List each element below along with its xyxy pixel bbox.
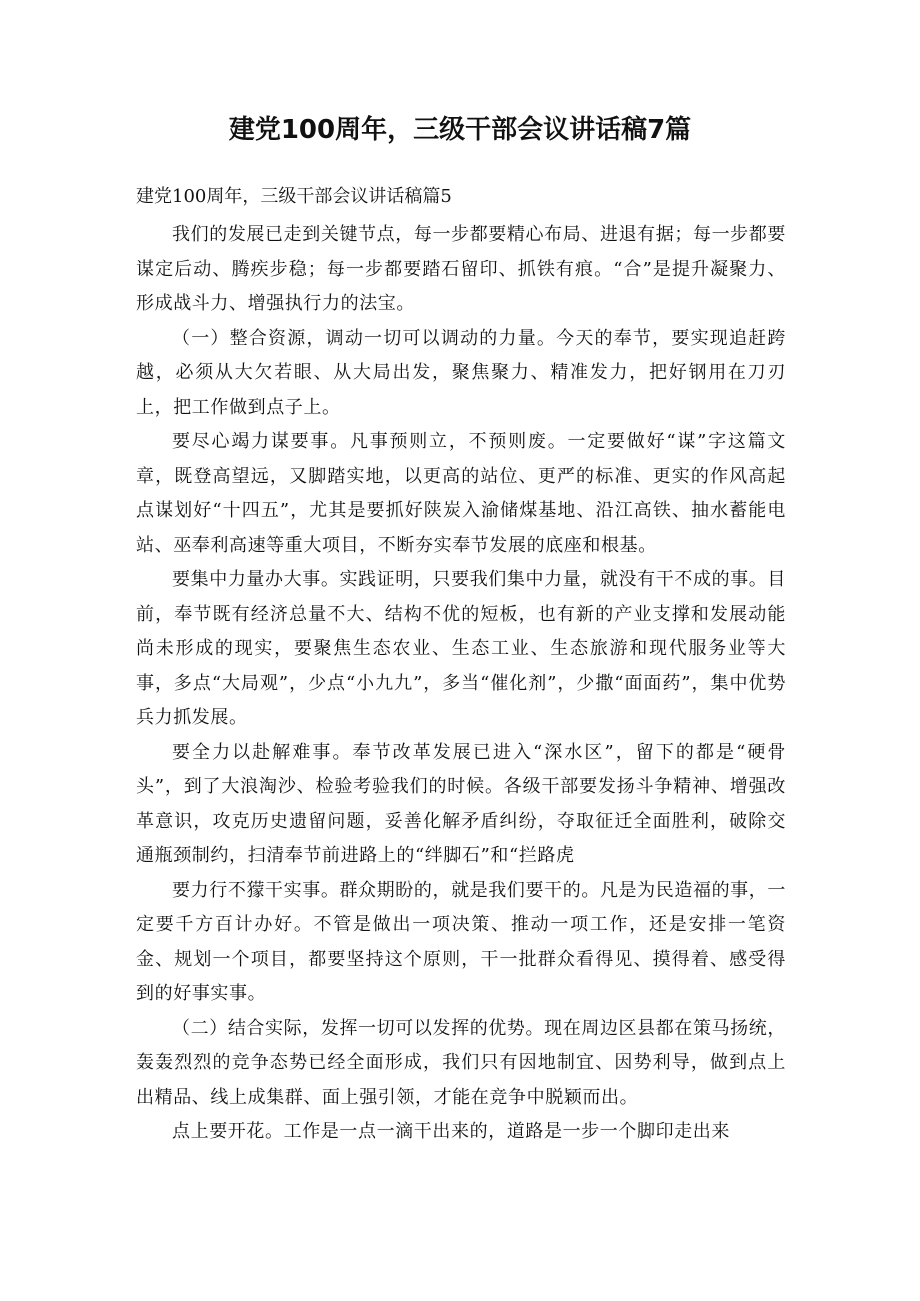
paragraph-7: （二）结合实际，发挥一切可以发挥的优势。现在周边区县都在策马扬统，轰轰烈烈的竞争态势已经全面形成，我们只有因地制宜、因势利导，做到点上出精品、线上成集群、面上强引领，才能在竞争中脱颖而出。	[136, 1017, 786, 1108]
paragraph-5: 要全力以赴解难事。奉节改革发展已进入“深水区”，留下的都是“硬骨头”，到了大浪淘沙、检验考验我们的时候。各级干部要发扬斗争精神、增强改革意识，攻克历史遗留问题，妥善化解矛盾纠纷，夺取征迁全面胜利，破除交通瓶颈制约，扫清奉节前进路上的“绊脚石”和“拦路虎	[136, 741, 786, 866]
document-title: 建党100周年，三级干部会议讲话稿7篇	[228, 115, 692, 145]
paragraph-1: 我们的发展已走到关键节点，每一步都要精心布局、进退有据；每一步都要谋定后动、腾疾步稳；每一步都要踏石留印、抓铁有痕。“合”是提升凝聚力、形成战斗力、增强执行力的法宝。	[136, 224, 786, 314]
paragraph-8: 点上要开花。工作是一点一滴干出来的，道路是一步一个脚印走出来	[172, 1121, 730, 1142]
paragraph-2: （一）整合资源，调动一切可以调动的力量。今天的奉节，要实现追赶跨越，必须从大欠若眼、从大局出发，聚焦聚力、精准发力，把好钢用在刀刃上，把工作做到点子上。	[136, 327, 786, 418]
paragraph-6: 要力行不獴干实事。群众期盼的，就是我们要干的。凡是为民造福的事，一定要千方百计办好。不管是做出一项决策、推动一项工作，还是安排一笔资金、规划一个项目，都要坚持这个原则，干一批群众看得见、摸得着、感受得到的好事实事。	[136, 879, 786, 1004]
paragraph-3: 要尽心竭力谋要事。凡事预则立，不预则废。一定要做好“谋”字这篇文章，既登高望远，又脚踏实地，以更高的站位、更严的标准、更实的作风高起点谋划好“十四五”，尤其是要抓好陕炭入渝储煤基地、沿江高铁、抽水蓄能电站、巫奉利高速等重大项目，不断夯实奉节发展的底座和根基。	[136, 431, 786, 556]
document-body	[136, 182, 786, 1150]
paragraph-4: 要集中力量办大事。实践证明，只要我们集中力量，就没有干不成的事。目前，奉节既有经济总量不大、结构不优的短板，也有新的产业支撑和发展动能尚未形成的现实，要聚焦生态农业、生态工业、生态旅游和现代服务业等大事，多点“大局观”，少点“小九九”，多当“催化剂”，少撒“面面药”，集中优势兵力抓发展。	[136, 569, 786, 728]
section-subheading: 建党100周年，三级干部会议讲话稿篇5	[136, 186, 452, 207]
